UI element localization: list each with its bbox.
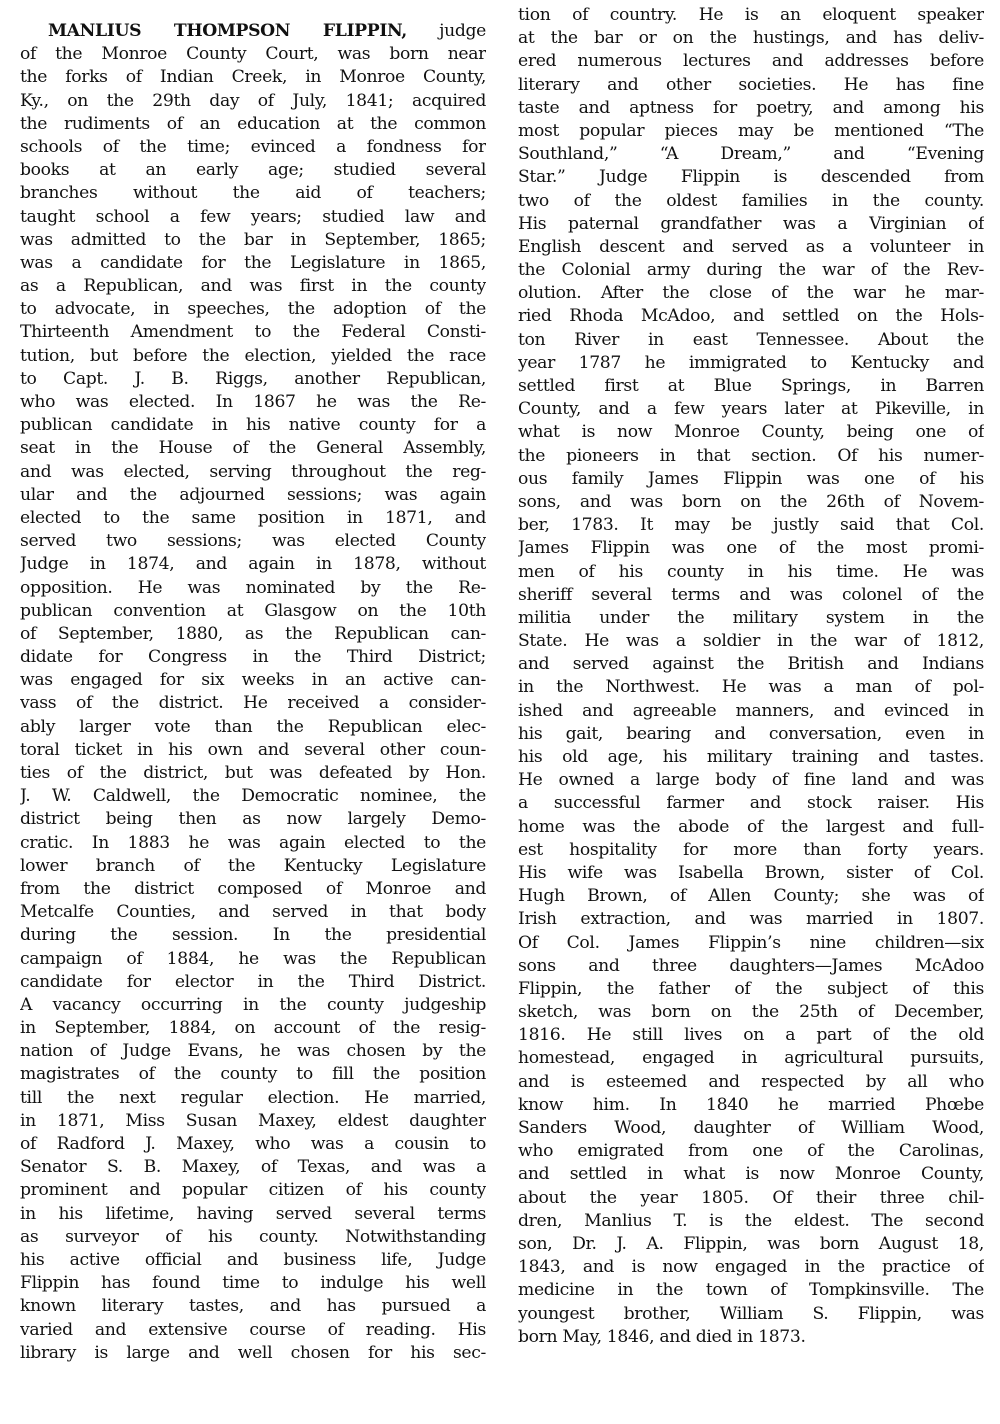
text-line: as a Republican, and was first in the county [20,276,486,297]
text-line: tution, but before the election, yielded the race [20,345,486,366]
text-line: ous family James Flippin was one of his [518,468,984,489]
text-line: Metcalfe Counties, and served in that body [20,902,486,923]
text-line: schools of the time; evinced a fondness for [20,136,486,157]
text-line: James Flippin was one of the most promi- [518,538,984,559]
text-line: magistrates of the county to fill the position [20,1064,486,1085]
text-line: publican candidate in his native county for a [20,415,486,436]
text-line: 1816. He still lives on a part of the old [518,1025,984,1046]
text-line: taught school a few years; studied law and [20,206,486,227]
text-line: est hospitality for more than forty years. [518,839,984,860]
subject-name: MANLIUS THOMPSON FLIPPIN, [48,21,407,41]
text-line: Ky., on the 29th day of July, 1841; acquired [20,90,486,111]
text-line: Star.” Judge Flippin is descended from [518,167,984,188]
text-line: from the district composed of Monroe and [20,878,486,899]
text-line: the pioneers in that section. Of his numer- [518,445,984,466]
text-line: and served against the British and Indians [518,654,984,675]
text-line: of September, 1880, as the Republican can- [20,623,486,644]
text-line: Hugh Brown, of Allen County; she was of [518,886,984,907]
text-line: Of Col. James Flippin’s nine children—six [518,932,984,953]
text-line: County, and a few years later at Pikeville, in [518,399,984,420]
text-line: ties of the district, but was defeated by Hon. [20,763,486,783]
text-line: books at an early age; studied several [20,160,486,181]
text-line: the Colonial army during the war of the Rev- [518,260,984,281]
text-line: was admitted to the bar in September, 1865; [20,229,486,250]
text-line: ished and agreeable manners, and evinced in [518,700,984,721]
text-line: ably larger vote than the Republican elec- [20,716,486,737]
text-line: candidate for elector in the Third District. [20,971,486,992]
text-line: his old age, his military training and tastes. [518,747,984,767]
text-line: ton River in east Tennessee. About the [518,329,984,350]
text-line-fragment: judge [406,21,486,41]
text-line: most popular pieces may be mentioned “The [518,120,984,141]
text-line: seat in the House of the General Assembly, [20,438,486,459]
text-line: year 1787 he immigrated to Kentucky and [518,352,984,373]
text-line: A vacancy occurring in the county judgeship [20,994,486,1015]
text-line: served two sessions; was elected County [20,531,486,552]
text-line: and is esteemed and respected by all who [518,1071,984,1092]
text-line: Thirteenth Amendment to the Federal Consti- [20,322,486,343]
text-line: publican convention at Glasgow on the 10th [20,600,486,621]
text-line: Judge in 1874, and again in 1878, without [20,554,486,575]
text-line: son, Dr. J. A. Flippin, was born August 18, [518,1233,984,1254]
text-line: toral ticket in his own and several other coun- [20,739,486,760]
text-line: Sanders Wood, daughter of William Wood, [518,1118,984,1138]
text-line: men of his county in his time. He was [518,561,984,582]
text-line: Southland,” “A Dream,” and “Evening [518,144,984,165]
text-line [20,20,486,43]
text-line: in his lifetime, having served several terms [20,1203,486,1224]
text-line: as surveyor of his county. Notwithstanding [20,1226,486,1247]
text-line: in the Northwest. He was a man of pol- [518,677,984,698]
text-line: about the year 1805. Of their three chil- [518,1187,984,1208]
text-line: medicine in the town of Tompkinsville. The [518,1280,984,1301]
text-line: cratic. In 1883 he was again elected to the [20,832,486,853]
text-line: branches without the aid of teachers; [20,183,486,204]
text-line: was engaged for six weeks in an active can- [20,670,486,691]
text-line: the forks of Indian Creek, in Monroe County, [20,67,486,88]
text-line: J. W. Caldwell, the Democratic nominee, the [20,786,486,807]
text-line: lower branch of the Kentucky Legislature [20,855,486,876]
text-line: settled first at Blue Springs, in Barren [518,376,984,396]
text-line: ered numerous lectures and addresses before [518,51,984,72]
text-line: 1843, and is now engaged in the practice of [518,1257,984,1278]
text-line: Irish extraction, and was married in 1807. [518,909,984,930]
text-line: who emigrated from one of the Carolinas, [518,1141,984,1162]
text-line: Flippin, the father of the subject of this [518,978,984,999]
text-line: literary and other societies. He has fine [518,74,984,95]
text-line: two of the oldest families in the county. [518,190,984,211]
text-line: sketch, was born on the 25th of December, [518,1002,984,1023]
text-line: during the session. In the presidential [20,925,486,946]
text-line: nation of Judge Evans, he was chosen by the [20,1041,486,1062]
text-line: home was the abode of the largest and full- [518,816,984,837]
text-line: who was elected. In 1867 he was the Re- [20,392,486,412]
text-line: English descent and served as a volunteer in [518,236,984,257]
left-column [20,20,486,1365]
text-line: sons and three daughters—James McAdoo [518,955,984,976]
right-column [518,4,984,1349]
text-line: olution. After the close of the war he mar- [518,283,984,304]
text-line: militia under the military system in the [518,607,984,628]
text-line: born May, 1846, and died in 1873. [518,1326,806,1347]
text-line: youngest brother, William S. Flippin, was [518,1303,984,1324]
text-line: of Radford J. Maxey, who was a cousin to [20,1134,486,1154]
text-line: taste and aptness for poetry, and among his [518,97,984,118]
text-line: at the bar or on the hustings, and has deliv- [518,28,984,49]
text-line: ular and the adjourned sessions; was again [20,484,486,505]
text-line: dren, Manlius T. is the eldest. The second [518,1210,984,1231]
text-line: his active official and business life, Judge [20,1249,486,1270]
text-line: what is now Monroe County, being one of [518,422,984,443]
text-line: His paternal grandfather was a Virginian of [518,213,984,234]
text-line: was a candidate for the Legislature in 1865, [20,252,486,273]
text-line: his gait, bearing and conversation, even in [518,723,984,744]
text-line: to advocate, in speeches, the adoption of the [20,299,486,320]
text-line: Flippin has found time to indulge his well [20,1273,486,1294]
text-line: varied and extensive course of reading. His [20,1319,486,1340]
text-line: of the Monroe County Court, was born near [20,44,486,65]
text-line: till the next regular election. He married, [20,1087,486,1108]
text-line: library is large and well chosen for his sec- [20,1342,486,1363]
text-line: in 1871, Miss Susan Maxey, eldest daughter [20,1110,486,1131]
text-line: His wife was Isabella Brown, sister of Col. [518,862,984,883]
text-line: ried Rhoda McAdoo, and settled on the Hols- [518,306,984,327]
text-line: campaign of 1884, he was the Republican [20,948,486,969]
text-line: opposition. He was nominated by the Re- [20,577,486,598]
text-line: prominent and popular citizen of his county [20,1180,486,1201]
text-line: district being then as now largely Demo- [20,809,486,830]
text-line: sons, and was born on the 26th of Novem- [518,491,984,512]
text-line: Senator S. B. Maxey, of Texas, and was a [20,1157,486,1178]
text-line: ber, 1783. It may be justly said that Col. [518,515,984,536]
text-line: homestead, engaged in agricultural pursuits, [518,1048,984,1069]
text-line: a successful farmer and stock raiser. His [518,793,984,814]
text-line: in September, 1884, on account of the resig- [20,1018,486,1039]
text-line: to Capt. J. B. Riggs, another Republican, [20,368,486,389]
text-line: the rudiments of an education at the common [20,113,486,134]
text-line: and was elected, serving throughout the reg- [20,461,486,482]
text-line: didate for Congress in the Third District; [20,647,486,668]
text-line: State. He was a soldier in the war of 1812, [518,631,984,652]
text-line: known literary tastes, and has pursued a [20,1296,486,1317]
text-line: know him. In 1840 he married Phœbe [518,1094,984,1115]
text-line: tion of country. He is an eloquent speaker [518,5,984,25]
text-line: sheriff several terms and was colonel of the [518,584,984,605]
text-line: elected to the same position in 1871, and [20,507,486,528]
text-line: He owned a large body of fine land and was [518,770,984,791]
text-line: vass of the district. He received a consider- [20,693,486,714]
text-line: and settled in what is now Monroe County, [518,1164,984,1185]
